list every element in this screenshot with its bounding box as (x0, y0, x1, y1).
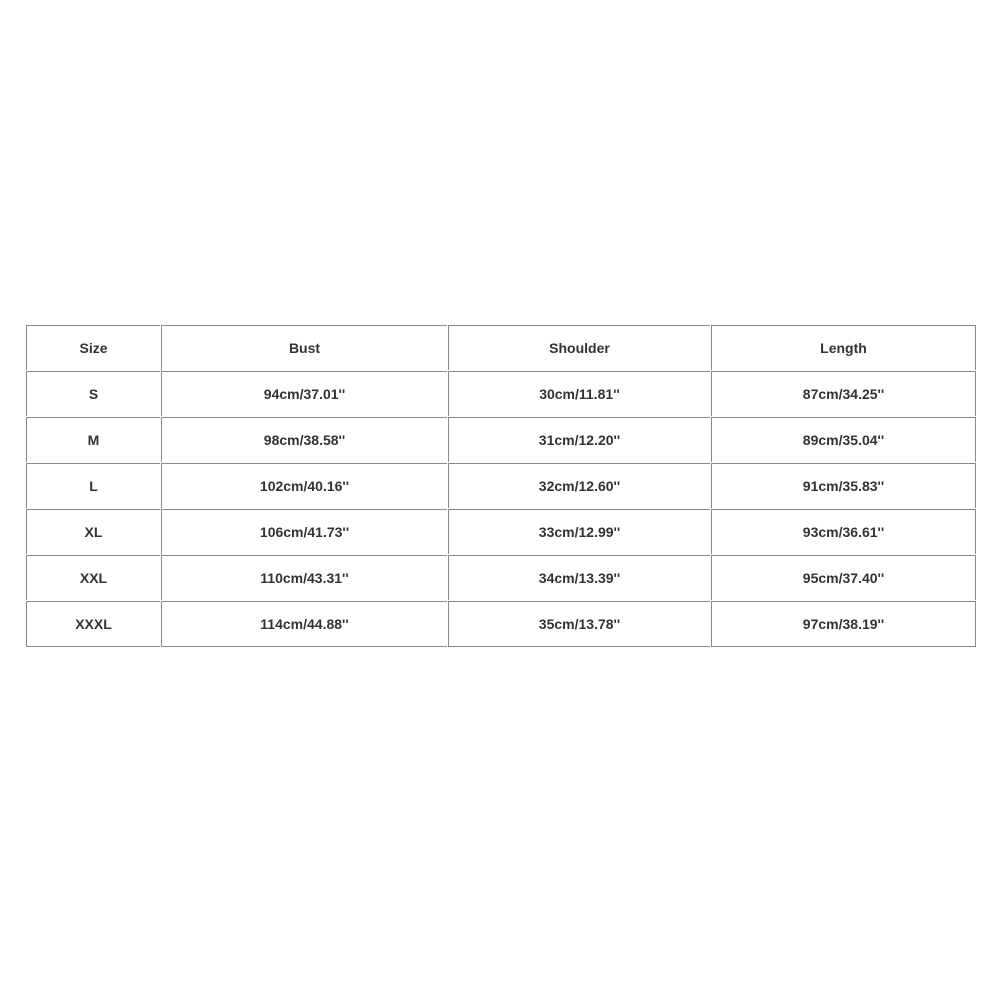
table-row (26, 417, 976, 463)
table-row (26, 463, 976, 509)
table-header-row (26, 325, 976, 371)
length-cell: 89cm/35.04'' (711, 417, 976, 463)
size-cell: XL (26, 509, 161, 555)
length-cell: 87cm/34.25'' (711, 371, 976, 417)
table-row (26, 509, 976, 555)
bust-cell: 94cm/37.01'' (161, 371, 448, 417)
header-length: Length (711, 325, 976, 371)
length-cell: 97cm/38.19'' (711, 601, 976, 647)
size-cell: M (26, 417, 161, 463)
table-row (26, 555, 976, 601)
length-cell: 91cm/35.83'' (711, 463, 976, 509)
bust-cell: 102cm/40.16'' (161, 463, 448, 509)
table-row (26, 371, 976, 417)
size-cell: S (26, 371, 161, 417)
bust-cell: 106cm/41.73'' (161, 509, 448, 555)
bust-cell: 98cm/38.58'' (161, 417, 448, 463)
size-cell: XXL (26, 555, 161, 601)
shoulder-cell: 32cm/12.60'' (448, 463, 711, 509)
shoulder-cell: 33cm/12.99'' (448, 509, 711, 555)
size-chart-table (25, 324, 977, 648)
size-cell: L (26, 463, 161, 509)
header-size: Size (26, 325, 161, 371)
table-row (26, 601, 976, 647)
size-cell: XXXL (26, 601, 161, 647)
shoulder-cell: 34cm/13.39'' (448, 555, 711, 601)
shoulder-cell: 35cm/13.78'' (448, 601, 711, 647)
shoulder-cell: 30cm/11.81'' (448, 371, 711, 417)
length-cell: 95cm/37.40'' (711, 555, 976, 601)
bust-cell: 110cm/43.31'' (161, 555, 448, 601)
shoulder-cell: 31cm/12.20'' (448, 417, 711, 463)
header-shoulder: Shoulder (448, 325, 711, 371)
bust-cell: 114cm/44.88'' (161, 601, 448, 647)
length-cell: 93cm/36.61'' (711, 509, 976, 555)
header-bust: Bust (161, 325, 448, 371)
